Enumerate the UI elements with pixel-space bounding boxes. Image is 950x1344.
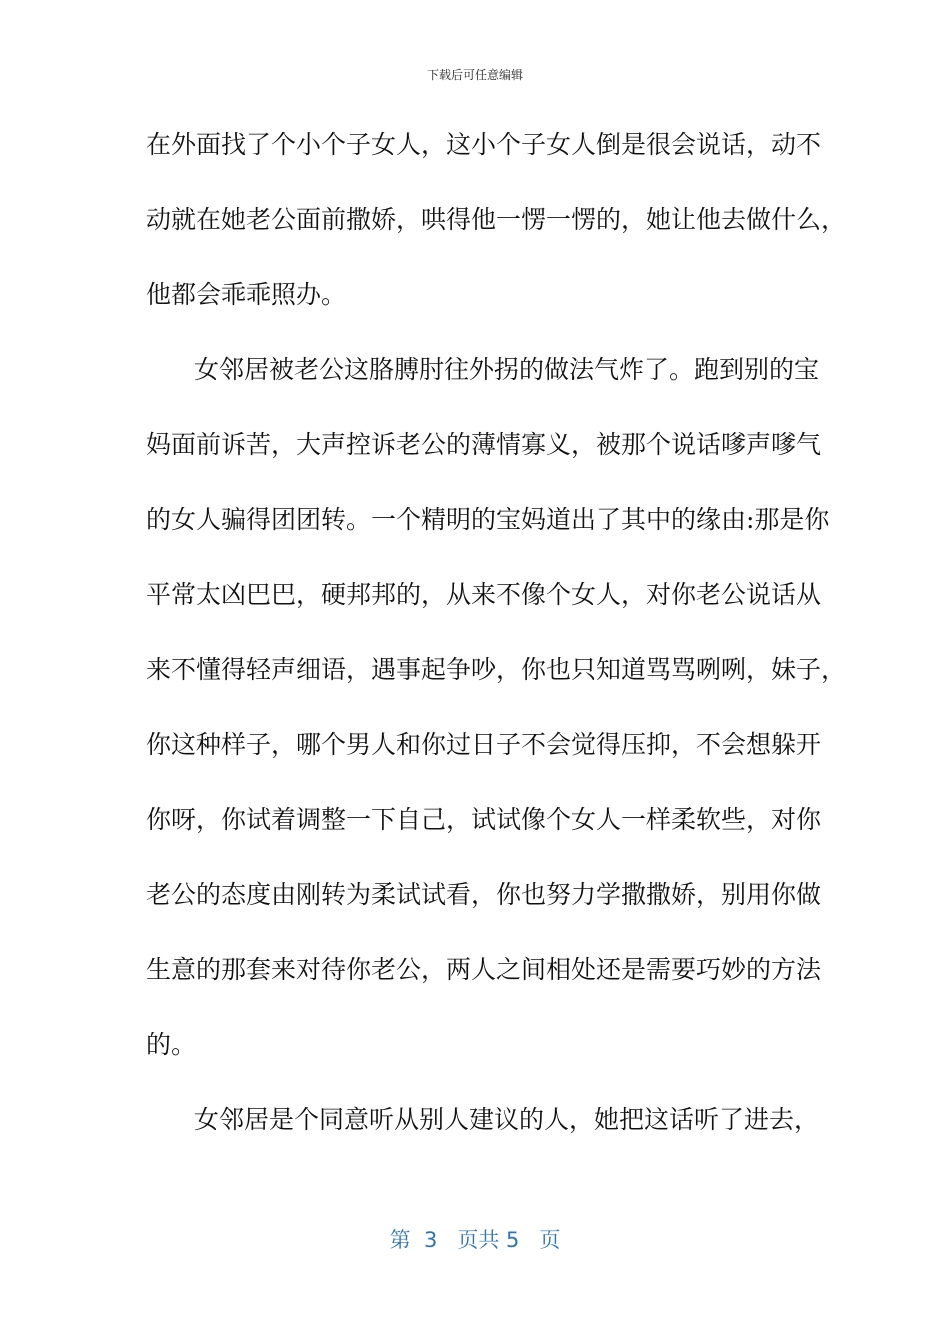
- text-line: 平常太凶巴巴，硬邦邦的，从来不像个女人，对你老公说话从: [146, 580, 822, 609]
- text-line: 动就在她老公面前撒娇，哄得他一愣一愣的，她让他去做什么，: [146, 205, 847, 234]
- text-line: 的。: [146, 1030, 197, 1059]
- text-line: 老公的态度由刚转为柔试试看，你也努力学撒撒娇，别用你做: [146, 880, 822, 909]
- text-line: 你这种样子，哪个男人和你过日子不会觉得压抑，不会想躲开: [146, 730, 822, 759]
- text-line: 来不懂得轻声细语，遇事起争吵，你也只知道骂骂咧咧，妹子，: [146, 655, 847, 684]
- text-line: 生意的那套来对待你老公，两人之间相处还是需要巧妙的方法: [146, 955, 822, 984]
- text-line: 你呀，你试着调整一下自己，试试像个女人一样柔软些，对你: [146, 805, 822, 834]
- document-body: [146, 118, 847, 1168]
- text-line: 妈面前诉苦，大声控诉老公的薄情寡义，被那个说话嗲声嗲气: [146, 430, 822, 459]
- paragraph-start-line: 女邻居被老公这胳膊肘往外拐的做法气炸了。跑到别的宝: [194, 355, 820, 384]
- text-line: 在外面找了个小个子女人，这小个子女人倒是很会说话，动不: [146, 130, 822, 159]
- text-line: 他都会乖乖照办。: [146, 280, 347, 309]
- page-number-footer: 第 3 页共 5 页: [389, 1228, 561, 1252]
- page-header: 下载后可任意编辑: [426, 68, 523, 82]
- text-line: 的女人骗得团团转。一个精明的宝妈道出了其中的缘由:那是你: [146, 505, 830, 534]
- paragraph-start-line: 女邻居是个同意听从别人建议的人，她把这话听了进去，: [194, 1105, 820, 1134]
